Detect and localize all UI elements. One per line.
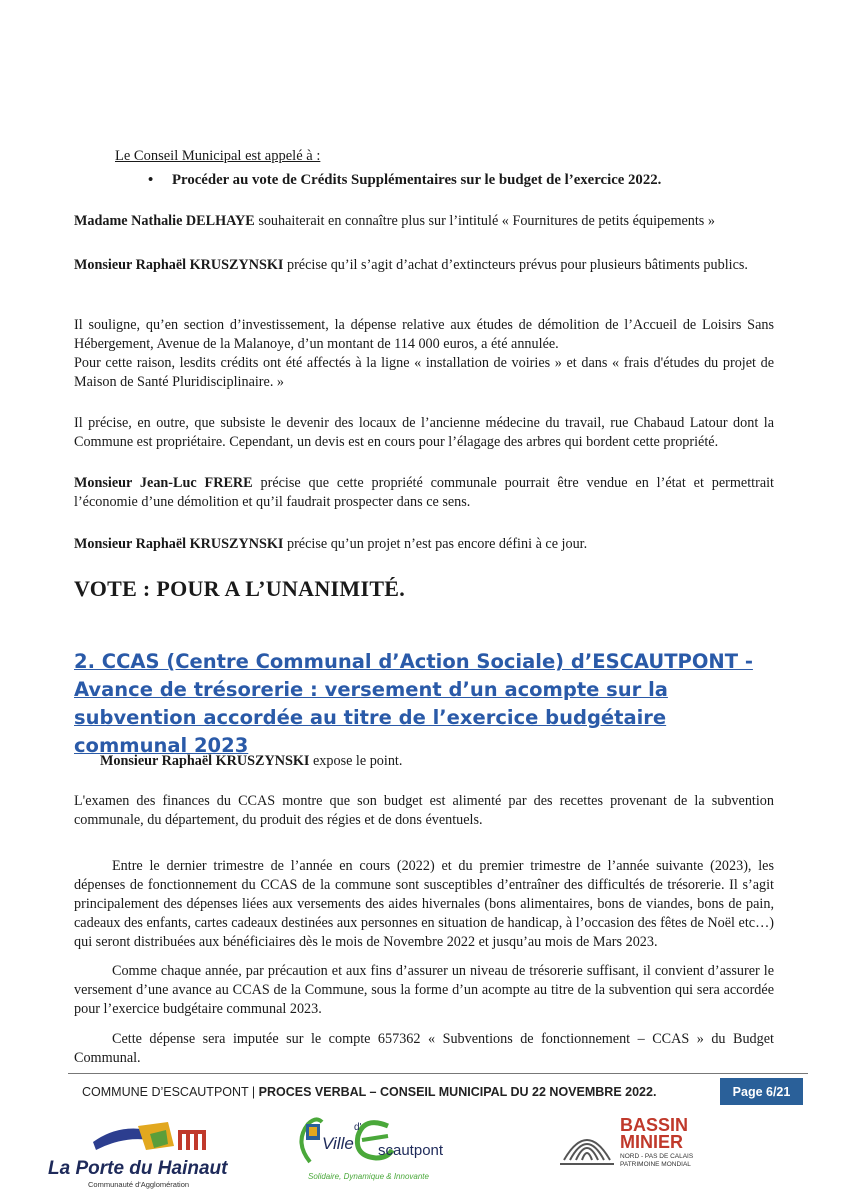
vote-bullet-item — [148, 172, 661, 189]
paragraph-frere: Monsieur Jean-Luc FRERE précise que cette propriété communale pourrait être vendue en l’état et permettrait l’économie d’une démolition et qu’il faudrait prospecter dans ce sens. — [74, 475, 774, 510]
speaker-name: Monsieur Raphaël KRUSZYNSKI — [74, 257, 284, 273]
council-intro: Le Conseil Municipal est appelé à : — [115, 148, 321, 164]
paragraph-expose: Monsieur Raphaël KRUSZYNSKI expose le point. — [100, 753, 403, 769]
footer-caption: COMMUNE D’ESCAUTPONT | PROCES VERBAL – CONSEIL MUNICIPAL DU 22 NOVEMBRE 2022. — [82, 1085, 657, 1099]
paragraph-imputation: Cette dépense sera imputée sur le compte 657362 « Subventions de fonctionnement – CCAS » du Budget Communal. — [74, 1031, 774, 1066]
porte-hainaut-logo: La Porte du Hainaut Communauté d'Agglomération — [48, 1118, 248, 1194]
footer-divider — [68, 1073, 808, 1074]
porte-hainaut-emblem-icon — [88, 1120, 218, 1158]
bullet-icon: • — [148, 172, 154, 188]
paragraph-delhaye: Madame Nathalie DELHAYE souhaiterait en connaître plus sur l’intitulé « Fournitures de petits équipements » — [74, 213, 715, 229]
paragraph-avance: Comme chaque année, par précaution et aux fins d’assurer un niveau de trésorerie suffisant, il convient d’assurer le versement d’une avance au CCAS de la Commune, sous la forme d’un acompte au titre de la subvention qui sera accordée pour l’exercice budgétaire communal 2023. — [74, 963, 774, 1017]
escautpont-logo: Ville d' scautpont Solidaire, Dynamique & Innovante — [292, 1112, 452, 1194]
bassin-minier-emblem-icon — [560, 1120, 614, 1170]
speaker-name: Madame Nathalie DELHAYE — [74, 213, 255, 229]
paragraph-depenses: Entre le dernier trimestre de l’année en cours (2022) et du premier trimestre de l’année suivante (2023), les dépenses de fonctionnement du CCAS de la commune sont susceptibles d’entraîner des difficultés de trésorerie. Il s’agit principalement des dépenses liées aux versements des aides hivernales (bons alimentaires, bons de viandes, bons de pain, cadeaux des enfants, cartes cadeaux destinées aux personnes en situation de handicap, à l’occasion des fêtes de Noël etc…) qui seront distribuées aux bénéficiaires dès le mois de Novembre 2022 et jusqu’au mois de Mars 2023. — [74, 858, 774, 950]
paragraph-medecine: Il précise, en outre, que subsiste le devenir des locaux de l’ancienne médecine du travail, rue Chabaud Latour dont la Commune est propriétaire. Cependant, un devis est en cours pour l’élagage des arbres qui bordent cette propriété. — [74, 415, 774, 450]
speaker-name: Monsieur Raphaël KRUSZYNSKI — [74, 536, 284, 552]
paragraph-kruszynski-2: Monsieur Raphaël KRUSZYNSKI précise qu’un projet n’est pas encore défini à ce jour. — [74, 536, 588, 552]
section-heading-ccas: 2. CCAS (Centre Communal d’Action Sociale) d’ESCAUTPONT - Avance de trésorerie : versement d’un acompte sur la subvention accordée au titre de l’exercice budgétaire communal 2023 — [74, 650, 753, 757]
paragraph-investissement: Il souligne, qu’en section d’investissement, la dépense relative aux études de démolition de l’Accueil de Loisirs Sans Hébergement, Avenue de la Malanoye, d’un montant de 114 000 euros, a été annulée. — [74, 317, 774, 352]
paragraph-kruszynski-1: Monsieur Raphaël KRUSZYNSKI précise qu’il s’agit d’achat d’extincteurs prévus pour plusieurs bâtiments publics. — [74, 257, 748, 273]
speaker-name: Monsieur Jean-Luc FRERE — [74, 475, 253, 491]
bassin-minier-logo: BASSIN MINIER NORD - PAS DE CALAIS PATRIMOINE MONDIAL — [560, 1116, 760, 1178]
speaker-name: Monsieur Raphaël KRUSZYNSKI — [100, 753, 310, 769]
paragraph-credits: Pour cette raison, lesdits crédits ont été affectés à la ligne « installation de voiries » et dans « frais d'études du projet de Maison de Santé Pluridisciplinaire. » — [74, 355, 774, 390]
paragraph-finances: L'examen des finances du CCAS montre que son budget est alimenté par des recettes provenant de la subvention communale, du département, du produit des régies et de dons éventuels. — [74, 793, 774, 828]
vote-result: VOTE : POUR A L’UNANIMITÉ. — [74, 576, 406, 601]
bullet-text: Procéder au vote de Crédits Supplémentaires sur le budget de l’exercice 2022. — [172, 172, 662, 188]
page-number-badge: Page 6/21 — [720, 1078, 803, 1105]
